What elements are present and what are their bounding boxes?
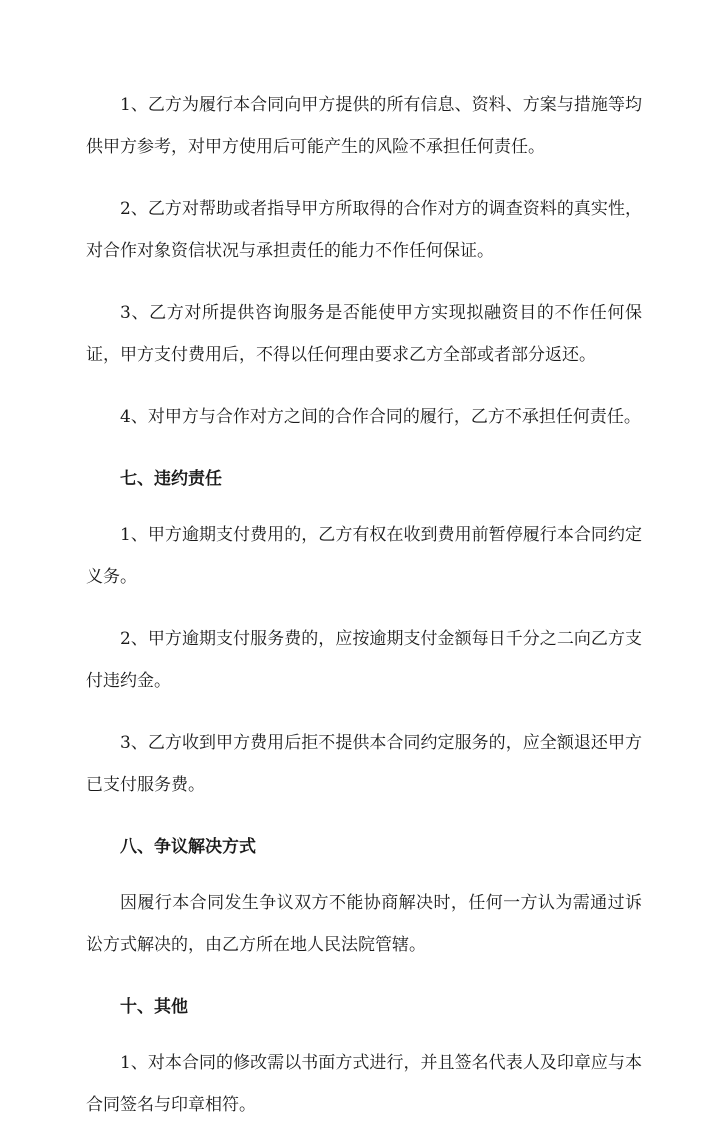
clause-paragraph: 1、乙方为履行本合同向甲方提供的所有信息、资料、方案与措施等均供甲方参考，对甲方使用后可能产生的风险不承担任何责任。 bbox=[86, 95, 642, 157]
clause-paragraph: 4、对甲方与合作对方之间的合作合同的履行，乙方不承担任何责任。 bbox=[120, 407, 641, 427]
section-heading-breach-liability: 七、违约责任 bbox=[120, 469, 222, 489]
section-heading-other: 十、其他 bbox=[120, 997, 188, 1017]
clause-paragraph: 2、乙方对帮助或者指导甲方所取得的合作对方的调查资料的真实性，对合作对象资信状况与承担责任的能力不作任何保证。 bbox=[86, 199, 642, 261]
clause-paragraph: 3、乙方对所提供咨询服务是否能使甲方实现拟融资目的不作任何保证，甲方支付费用后，不得以任何理由要求乙方全部或者部分返还。 bbox=[86, 303, 642, 365]
clause-paragraph: 1、甲方逾期支付费用的，乙方有权在收到费用前暂停履行本合同约定义务。 bbox=[86, 525, 642, 587]
clause-paragraph: 3、乙方收到甲方费用后拒不提供本合同约定服务的，应全额退还甲方已支付服务费。 bbox=[86, 733, 642, 795]
section-heading-dispute-resolution: 八、争议解决方式 bbox=[120, 837, 256, 857]
clause-paragraph: 因履行本合同发生争议双方不能协商解决时，任何一方认为需通过诉讼方式解决的，由乙方所在地人民法院管辖。 bbox=[86, 893, 642, 955]
clause-paragraph: 1、对本合同的修改需以书面方式进行，并且签名代表人及印章应与本合同签名与印章相符。 bbox=[86, 1053, 642, 1115]
document-body bbox=[86, 84, 642, 1146]
clause-paragraph: 2、甲方逾期支付服务费的，应按逾期支付金额每日千分之二向乙方支付违约金。 bbox=[86, 629, 642, 691]
